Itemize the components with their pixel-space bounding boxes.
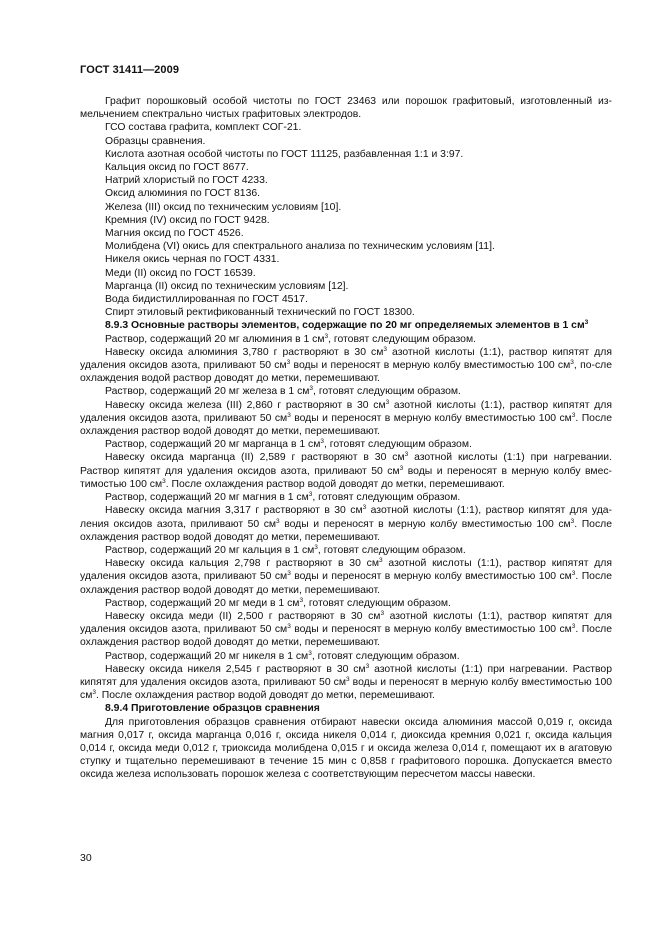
page-number: 30 <box>80 852 92 864</box>
solution-title-aluminium: Раствор, содержащий 20 мг алюминия в 1 $см^3$, готовят следующим образом. <box>105 332 476 345</box>
material-item: Марганца (II) оксид по техническим условиям [12]. <box>105 280 349 292</box>
material-item: Вода бидистиллированная по ГОСТ 4517. <box>105 294 308 306</box>
solution-procedure-iron: Навеску оксида железа (III) 2,860 г растворяют в 30 $см^3$ азотной кислоты (1:1), раствор кипятят для удаления оксидов азота, приливают 50 $см^3$ воды и переносят в мерную колбу вместимостью 100 $см^3$. После охлаждения раствор водой доводят до метки, перемешивают. <box>80 398 612 438</box>
material-item: Кремния (IV) оксид по ГОСТ 9428. <box>105 214 270 226</box>
material-item: Графит порошковый особой чистоты по ГОСТ 23463 или порошок графитовый, изготовленный из-мельчением спектрально чистых графитовых электродов. <box>80 96 612 121</box>
material-item: Никеля окись черная по ГОСТ 4331. <box>105 254 280 266</box>
material-item: Спирт этиловый ректификованный технический по ГОСТ 18300. <box>105 307 415 319</box>
solution-procedure-aluminium: Навеску оксида алюминия 3,780 г растворяют в 30 $см^3$ азотной кислоты (1:1), раствор кипятят для удаления оксидов азота, приливают 50 $см^3$ воды и переносят в мерную колбу вместимостью 100 $см^3$, по-сле охлаждения водой раствор доводят до метки, перемешивают. <box>80 345 612 385</box>
section-text-8-9-4: Для приготовления образцов сравнения отбирают навески оксида алюминия массой 0,019 г, оксида магния 0,017 г, оксида марганца 0,016 г, оксида никеля 0,014 г, диоксида кремния 0,021 г, оксида кальция 0,014 г, оксида меди 0,012 г, триоксида молибдена 0,015 г и оксида железа 0,014 г, помещают их в агатовую ступку и тщательно перемешивают в течение 15 мин с 0,858 г графитового порошка. Допускается вместо оксида железа использовать порошок железа с соответствующим пересчетом массы навески. <box>80 716 612 781</box>
material-item: Железа (III) оксид по техническим условиям [10]. <box>105 201 342 213</box>
solution-procedure-nickel: Навеску оксида никеля 2,545 г растворяют в 30 $см^3$ азотной кислоты (1:1) при нагревании. Раствор кипятят для удаления оксидов азота, приливают 50 $см^3$ воды и переносят в мерную колбу вместимостью 100 $см^3$. После охлаждения раствор водой доводят до метки, перемешивают. <box>80 662 613 702</box>
solution-title-nickel: Раствор, содержащий 20 мг никеля в 1 $см^3$, готовят следующим образом. <box>105 649 460 662</box>
solution-title-magnesium: Раствор, содержащий 20 мг магния в 1 $см^3$, готовят следующим образом. <box>105 491 461 504</box>
solution-procedure-magnesium: Навеску оксида магния 3,317 г растворяют в 30 $см^3$ азотной кислоты (1:1), раствор кипятят для уда-ления оксидов азота, приливают 50 $см^3$ воды и переносят в мерную колбу вместимостью 100 $см^3$. После охлаждения раствор водой доводят до метки, перемешивают. <box>80 504 613 543</box>
solution-title-calcium: Раствор, содержащий 20 мг кальция в 1 $см^3$, готовят следующим образом. <box>105 543 466 556</box>
material-item: Магния оксид по ГОСТ 4526. <box>105 228 244 240</box>
material-item: ГСО состава графита, комплект СОГ-21. <box>105 122 302 134</box>
page-content <box>80 95 612 782</box>
solution-title-manganese: Раствор, содержащий 20 мг марганца в 1 $см^3$, готовят следующим образом. <box>105 438 472 451</box>
material-item: Натрий хлористый по ГОСТ 4233. <box>105 175 268 187</box>
solution-procedure-manganese: Навеску оксида марганца (II) 2,589 г растворяют в 30 $см^3$ азотной кислоты (1:1) при нагревании. Раствор кипятят для удаления оксидов азота, приливают 50 $см^3$ воды и переносят в мерную колбу вмес-тимостью 100 $см^3$. После охлаждения раствор водой доводят до метки, перемешивают. <box>80 451 613 490</box>
solution-title-iron: Раствор, содержащий 20 мг железа в 1 $см^3$, готовят следующим образом. <box>105 385 461 398</box>
material-item: Образцы сравнения. <box>105 135 206 147</box>
material-item: Молибдена (VI) окись для спектрального анализа по техническим условиям [11]. <box>105 241 495 253</box>
solution-procedure-calcium: Навеску оксида кальция 2,798 г растворяют в 30 $см^3$ азотной кислоты (1:1), раствор кипятят для удаления оксидов азота, приливают 50 $см^3$ воды и переносят в мерную колбу вместимостью 100 $см^3$. После охлаждения раствор водой доводят до метки, перемешивают. <box>80 557 612 596</box>
solution-procedure-copper: Навеску оксида меди (II) 2,500 г растворяют в 30 $см^3$ азотной кислоты (1:1), раствор кипятят для удаления оксидов азота, приливают 50 $см^3$ воды и переносят в мерную колбу вместимостью 100 $см^3$. После охлаждения раствор водой доводят до метки, перемешивают. <box>80 609 612 649</box>
material-item: Кислота азотная особой чистоты по ГОСТ 11125, разбавленная 1:1 и 3:97. <box>105 148 464 160</box>
material-item: Меди (II) оксид по ГОСТ 16539. <box>105 267 256 279</box>
solution-title-copper: Раствор, содержащий 20 мг меди в 1 $см^3$, готовят следующим образом. <box>105 596 451 609</box>
material-item: Оксид алюминия по ГОСТ 8136. <box>105 188 261 200</box>
material-item: Кальция оксид по ГОСТ 8677. <box>105 162 249 174</box>
document-header: ГОСТ 31411—2009 <box>80 64 180 76</box>
section-heading-8-9-3: 8.9.3 Основные растворы элементов, содержащие по 20 мг определяемых элементов в 1 $см^3$ <box>105 319 589 332</box>
section-heading-8-9-4: 8.9.4 Приготовление образцов сравнения <box>105 703 320 715</box>
